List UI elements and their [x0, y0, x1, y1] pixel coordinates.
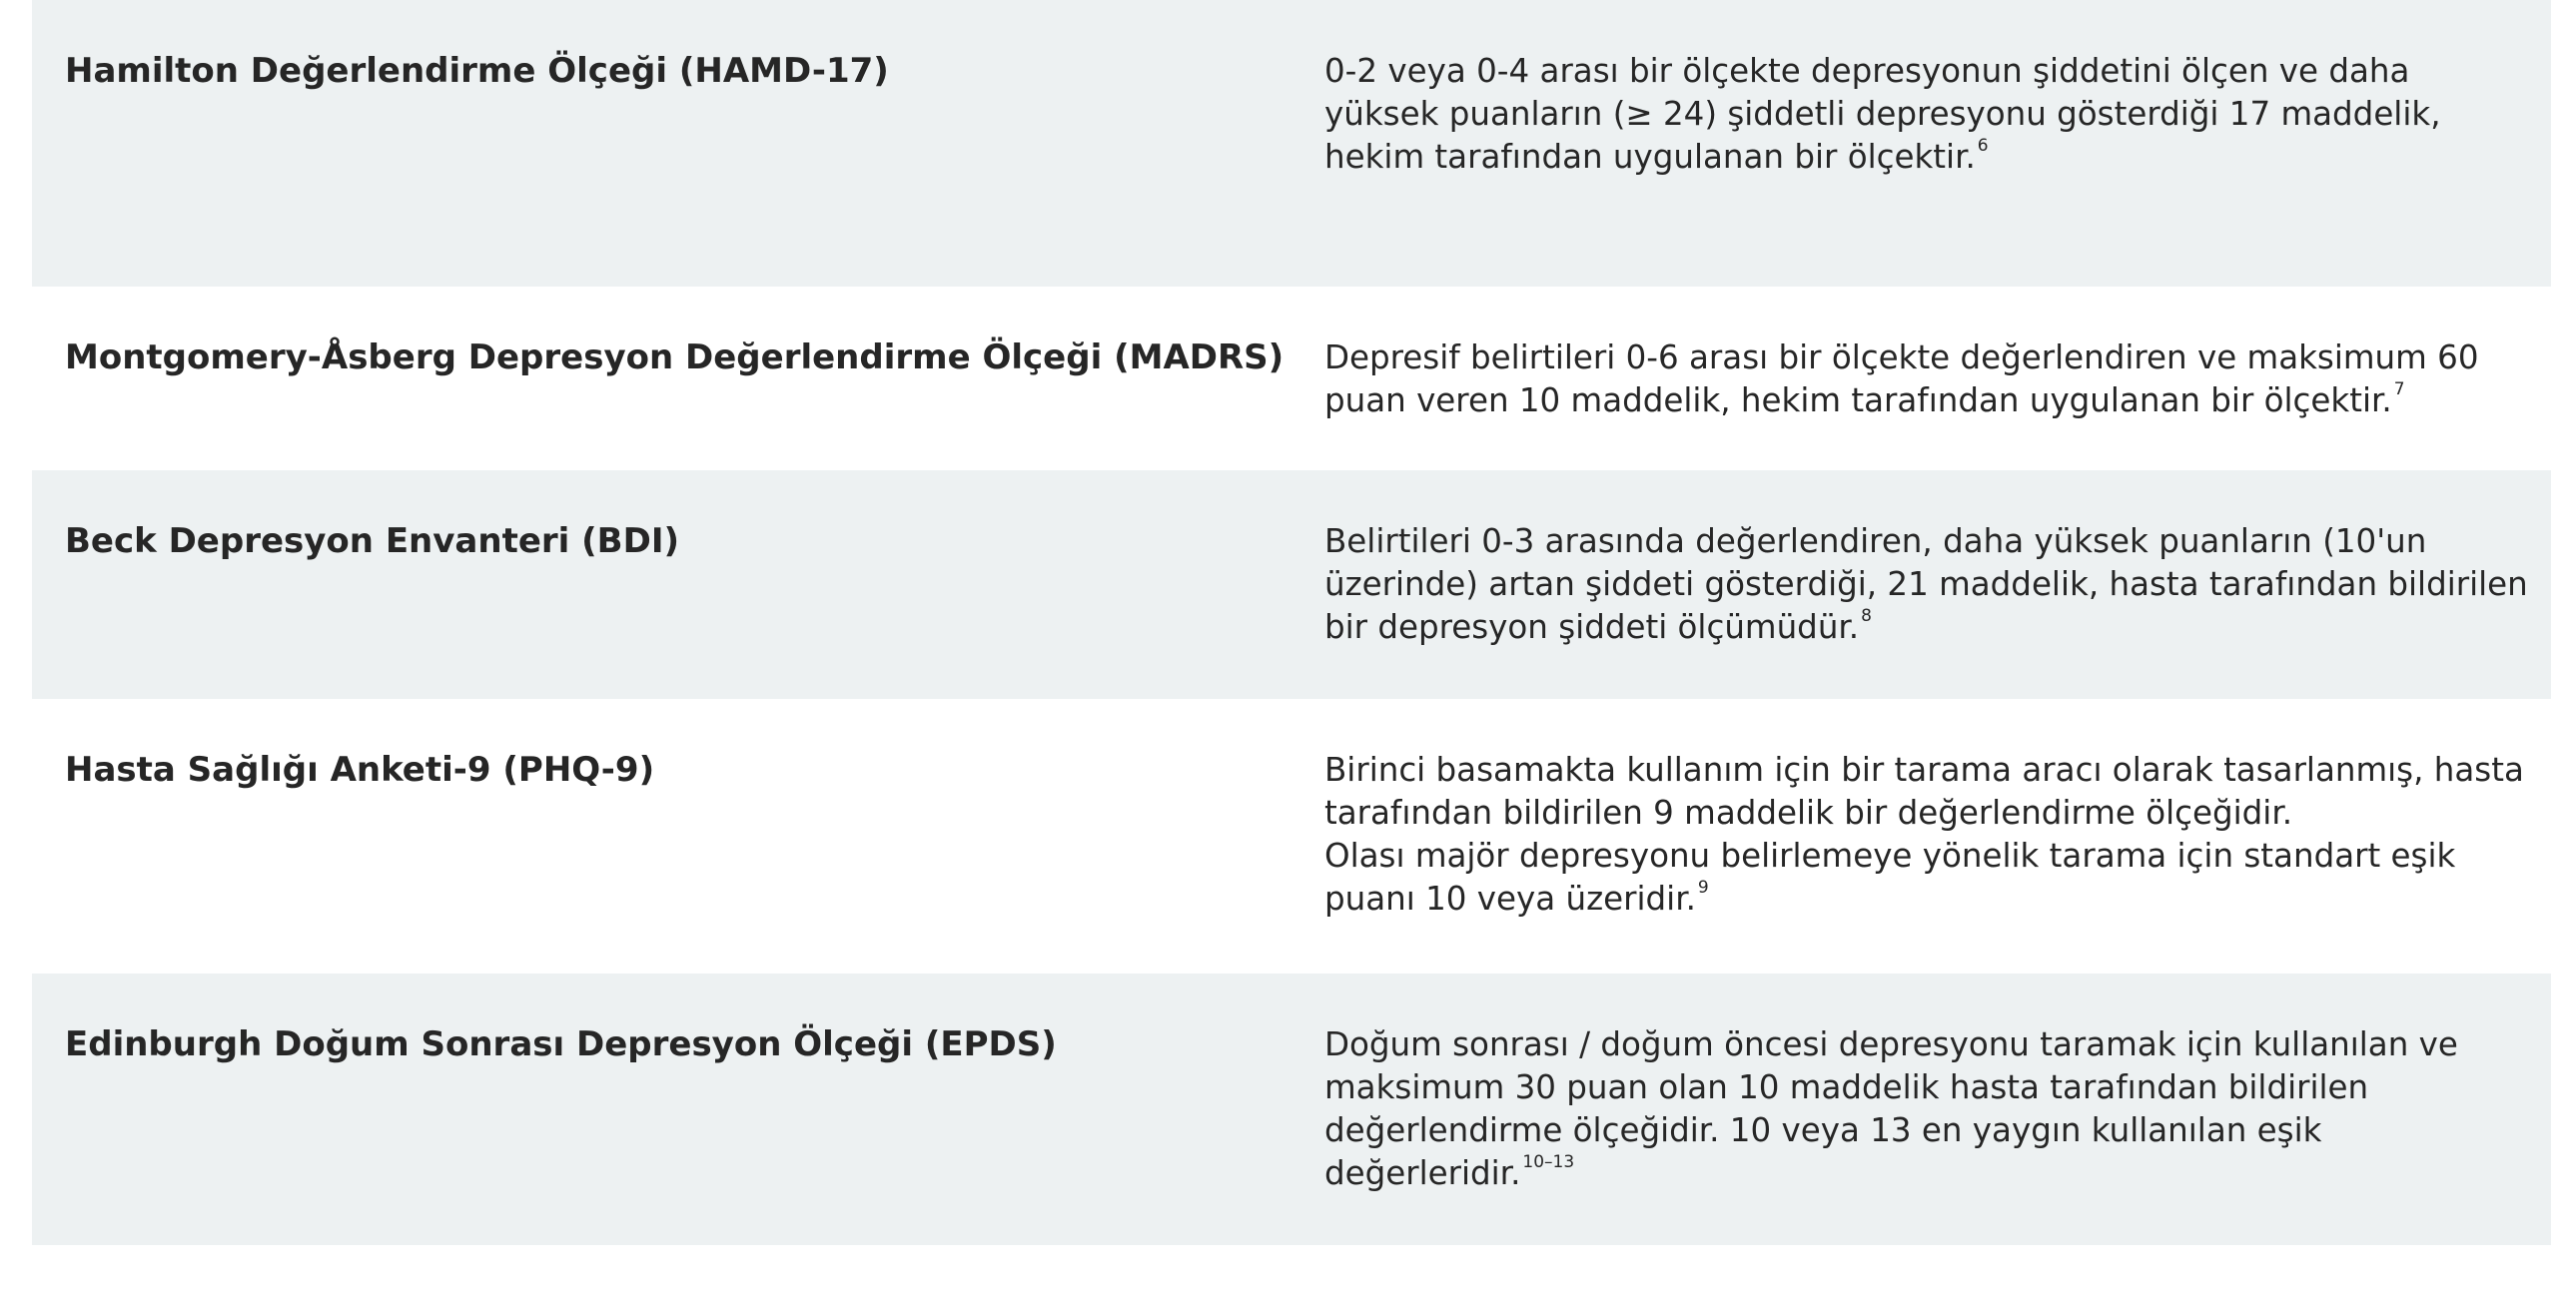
scale-description	[1324, 749, 2528, 921]
reference-number: 6	[1977, 136, 1989, 156]
reference-number: 10–13	[1522, 1152, 1575, 1172]
reference-number: 7	[2393, 379, 2405, 399]
description-text: Depresif belirtileri 0-6 arası bir ölçekte değerlendiren ve maksimum 60 puan veren 10 maddelik, hekim tarafından uygulanan bir ölçektir.	[1324, 338, 2479, 419]
description-text-secondary: Olası majör depresyonu belirlemeye yönelik tarama için standart eşik puanı 10 veya üzeridir.	[1324, 837, 2456, 918]
scale-description	[1324, 50, 2528, 179]
description-text: Doğum sonrası / doğum öncesi depresyonu taramak için kullanılan ve maksimum 30 puan olan 10 maddelik hasta tarafından bildirilen değerlendirme ölçeğidir. 10 veya 13 en yaygın kullanılan eşik değerleridir.	[1324, 1025, 2458, 1192]
scale-name: Hasta Sağlığı Anketi-9 (PHQ-9)	[65, 750, 655, 790]
description-text: Belirtileri 0-3 arasında değerlendiren, daha yüksek puanların (10'un üzerinde) artan şiddeti gösterdiği, 21 maddelik, hasta tarafından bildirilen bir depresyon şiddeti ölçümüdür.	[1324, 522, 2528, 646]
description-text: Birinci basamakta kullanım için bir tarama aracı olarak tasarlanmış, hasta tarafından bildirilen 9 maddelik bir değerlendirme ölçeğidir.	[1324, 751, 2524, 832]
reference-number: 9	[1697, 878, 1709, 898]
table-row-phq9	[32, 699, 2551, 974]
scale-name: Montgomery-Åsberg Depresyon Değerlendirme Ölçeği (MADRS)	[65, 337, 1285, 377]
table-row-bdi	[32, 470, 2551, 699]
reference-number: 8	[1861, 606, 1872, 626]
table-row-madrs	[32, 287, 2551, 470]
scale-name: Edinburgh Doğum Sonrası Depresyon Ölçeği (EPDS)	[65, 1024, 1057, 1064]
scale-name: Hamilton Değerlendirme Ölçeği (HAMD-17)	[65, 51, 889, 91]
scale-description	[1324, 336, 2528, 422]
scale-description	[1324, 520, 2528, 649]
description-text: 0-2 veya 0-4 arası bir ölçekte depresyonun şiddetini ölçen ve daha yüksek puanların (≥ 24) şiddetli depresyonu gösterdiği 17 maddelik, hekim tarafından uygulanan bir ölçektir.	[1324, 52, 2441, 176]
table-row-hamd	[32, 0, 2551, 287]
scale-name: Beck Depresyon Envanteri (BDI)	[65, 521, 680, 561]
scale-description	[1324, 1023, 2528, 1195]
table-row-epds	[32, 974, 2551, 1245]
